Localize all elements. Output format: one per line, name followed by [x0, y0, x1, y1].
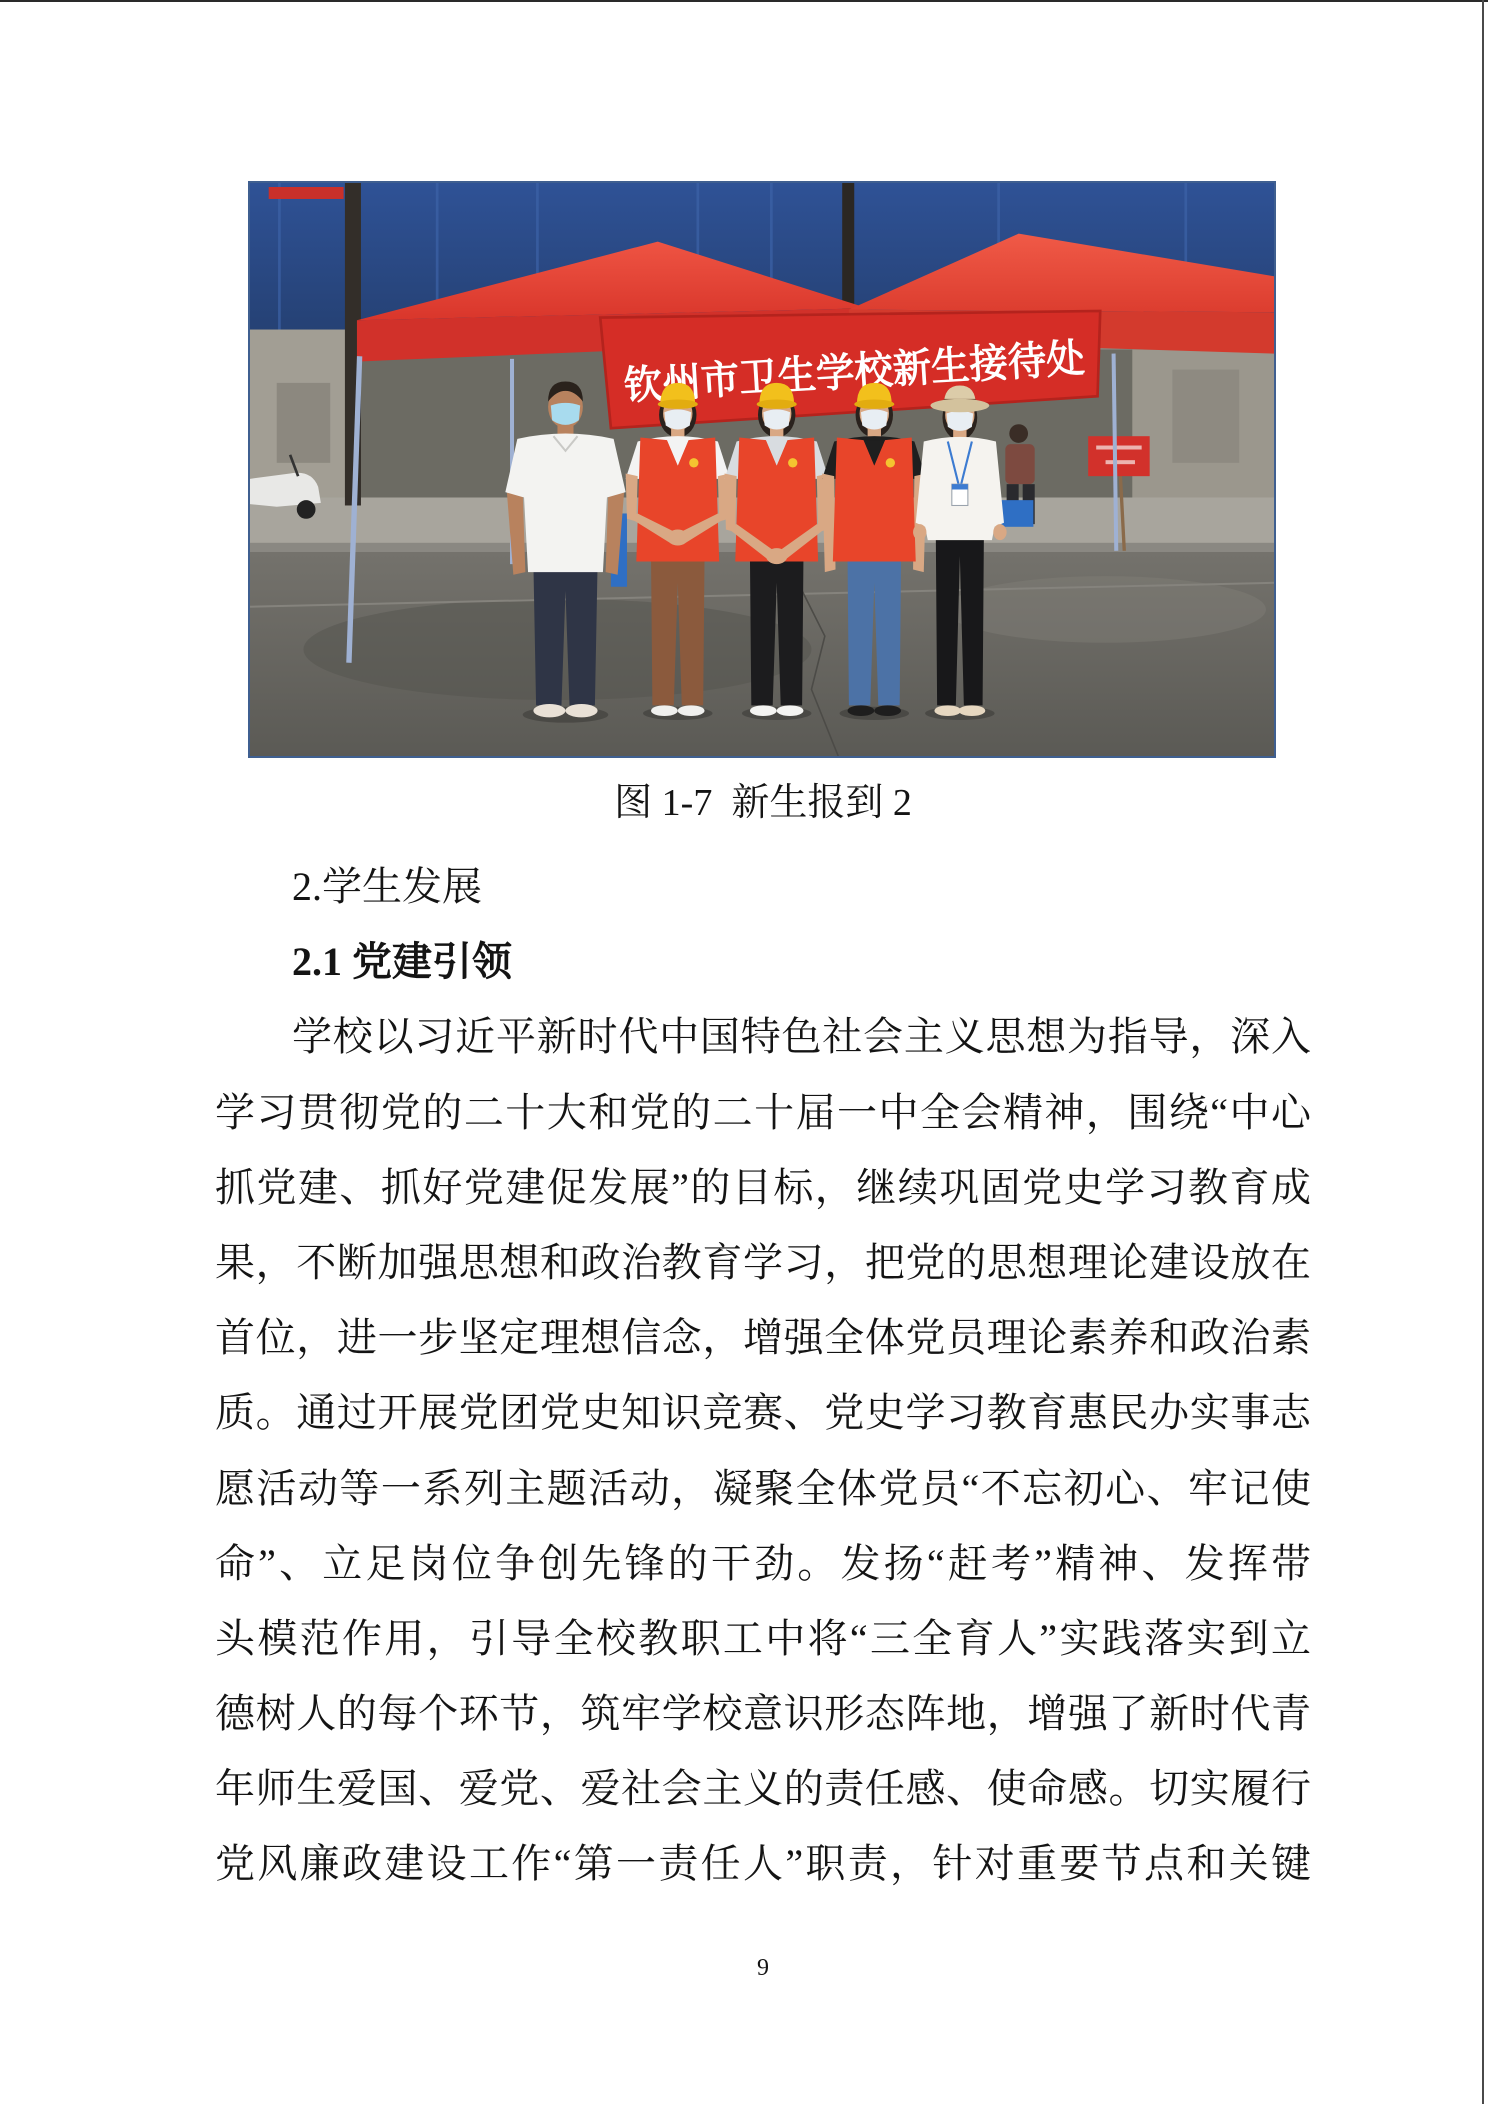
shoe: [678, 705, 705, 716]
top-edge-line: [0, 0, 1488, 2]
hand: [993, 524, 1006, 540]
sandal: [934, 705, 961, 716]
wall-stain: [1172, 370, 1239, 463]
shoe: [651, 705, 678, 716]
face-mask: [551, 403, 580, 425]
shoe: [750, 705, 777, 716]
paragraph-line: 头模范作用，引导全校教职工中将“三全育人”实践落实到立: [215, 1615, 1311, 1661]
hands: [766, 548, 787, 564]
upper-arm: [725, 473, 737, 532]
face-mask: [946, 411, 973, 431]
face-mask: [664, 410, 691, 430]
text-body: [215, 849, 1311, 1902]
paragraph-line: 学校以习近平新时代中国特色社会主义思想为指导，深入: [292, 1014, 1311, 1060]
wall-stain: [277, 383, 330, 463]
hat-brim: [930, 399, 989, 412]
shoe: [777, 705, 804, 716]
id-badge-stripe: [952, 484, 968, 489]
paragraph-line: 愿活动等一系列主题活动，凝聚全体党员“不忘初心、牢记使: [215, 1465, 1311, 1511]
paragraph-line: 果，不断加强思想和政治教育学习，把党的思想理论建设放在: [215, 1239, 1311, 1285]
right-edge-line: [1482, 0, 1484, 2104]
paragraph-line: 抓党建、抓好党建促发展”的目标，继续巩固党史学习教育成: [215, 1164, 1311, 1210]
cap-brim: [658, 400, 698, 409]
face-mask: [763, 410, 790, 430]
shoe: [848, 705, 875, 716]
paragraph-line: 学习贯彻党的二十大和党的二十届一中全会精神，围绕“中心: [215, 1089, 1311, 1135]
paragraph-line: 党风廉政建设工作“第一责任人”职责，针对重要节点和关键: [215, 1841, 1311, 1887]
paragraph-line: 首位，进一步坚定理想信念，增强全体党员理论素养和政治素: [215, 1315, 1311, 1361]
paragraph-line: 命”、立足岗位争创先锋的干劲。发扬“赶考”精神、发挥带: [215, 1540, 1311, 1586]
page-number: 9: [757, 1955, 769, 1981]
paragraph-line: 年师生爱国、爱党、爱社会主义的责任感、使命感。切实履行: [215, 1766, 1311, 1812]
shoe: [565, 704, 597, 717]
figure-photo: [248, 181, 1276, 758]
face-mask: [861, 410, 888, 430]
cap-brim: [854, 400, 894, 409]
tent-pole-right: [1114, 354, 1117, 551]
phone-number-sign: [269, 187, 344, 199]
sandal: [959, 705, 986, 716]
section-heading: 2.学生发展: [292, 864, 482, 909]
subsection-heading: 2.1 党建引领: [292, 939, 512, 985]
vest-emblem: [886, 458, 895, 467]
shoe: [874, 705, 901, 716]
figure-caption: 图 1-7 新生报到 2: [614, 782, 912, 824]
paragraph-line: 质。通过开展党团党史知识竞赛、党史学习教育惠民办实事志: [215, 1390, 1311, 1436]
vest-emblem: [689, 458, 698, 467]
hand: [913, 524, 926, 540]
vest-emblem: [788, 458, 797, 467]
cap-brim: [757, 400, 797, 409]
hands: [667, 529, 688, 545]
banner-text: 钦州市卫生学校新生接待处: [622, 334, 1106, 410]
paragraph-line: 德树人的每个环节，筑牢学校意识形态阵地，增强了新时代青: [215, 1691, 1311, 1737]
reception-photo: [250, 183, 1274, 756]
shoe: [533, 704, 565, 717]
wooden-post-middle: [842, 183, 854, 319]
